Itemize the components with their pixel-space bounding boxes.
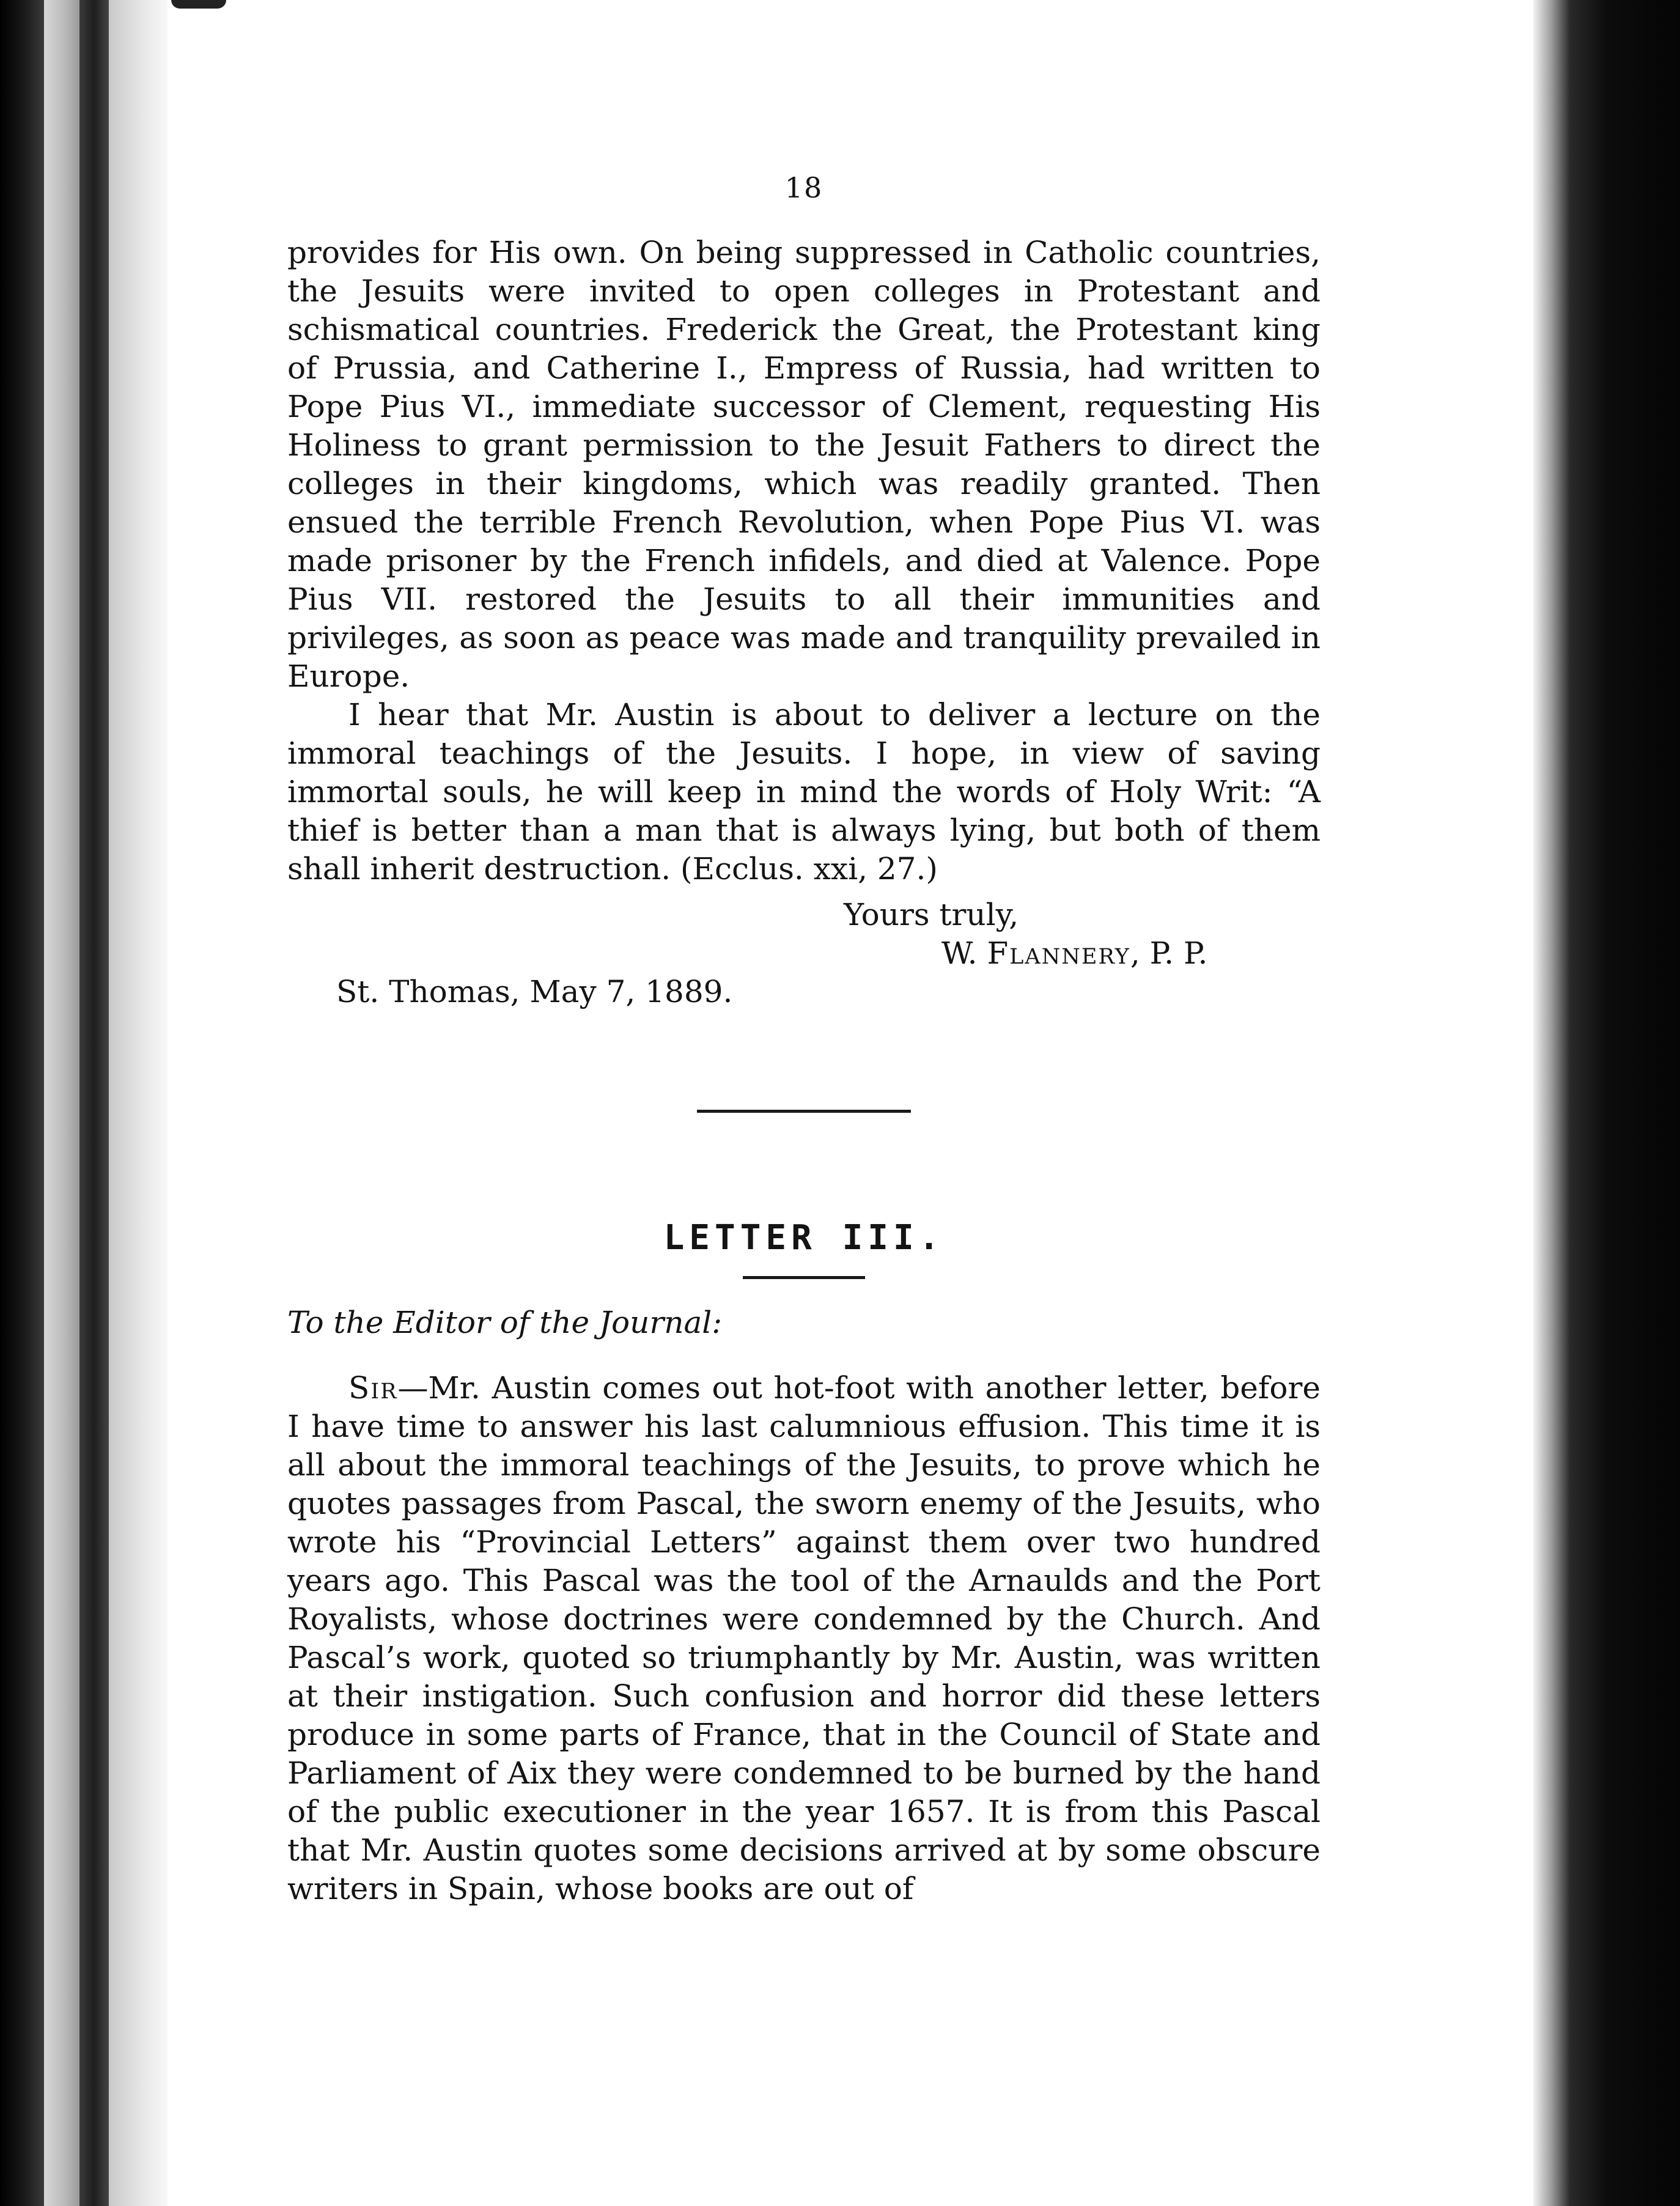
signature-initial: W. bbox=[941, 935, 978, 971]
letter-heading: LETTER III. bbox=[663, 1218, 945, 1258]
heading-underline bbox=[743, 1276, 865, 1279]
book-spine-light bbox=[44, 0, 79, 2206]
document-page bbox=[287, 171, 1321, 1908]
paragraph-3 bbox=[287, 1369, 1321, 1908]
scan-right-edge bbox=[1533, 0, 1680, 2206]
signature-name: Flannery bbox=[987, 935, 1130, 971]
book-gutter bbox=[109, 0, 168, 2206]
place-date: St. Thomas, May 7, 1889. bbox=[336, 974, 733, 1009]
letter-iii-body bbox=[287, 1369, 1321, 1908]
sir-word: Sir bbox=[348, 1370, 398, 1406]
signature bbox=[941, 934, 1207, 973]
closing-yours-truly: Yours truly, bbox=[844, 897, 1019, 932]
scan-left-edge bbox=[0, 0, 44, 2206]
salutation: To the Editor of the Journal: bbox=[287, 1305, 723, 1340]
paragraph-2: I hear that Mr. Austin is about to deliver a lecture on the immoral teachings of the Jesuits. I hope, in view of saving immortal souls, he will keep in mind the words of Holy Writ: “A thief is better than a man that is always lying, but both of them shall inherit destruction. (Ecclus. xxi, 27.) bbox=[287, 697, 1321, 887]
book-spine-dark bbox=[79, 0, 109, 2206]
paragraph-3-text: —Mr. Austin comes out hot-foot with another letter, before I have time to answer his last calumnious effusion. This time it is all about the immoral teachings of the Jesuits, to prove which he quotes passages from Pascal, the sworn enemy of the Jesuits, who wrote his “Provincial Letters” against them over two hundred years ago. This Pascal was the tool of the Arnaulds and the Port Royalists, whose doctrines were condemned by the Church. And Pascal’s work, quoted so triumphantly by Mr. Austin, was written at their instigation. Such confusion and horror did these letters produce in some parts of France, that in the Council of State and Parliament of Aix they were condemned to be burned by the hand of the public executioner in the year 1657. It is from this Pascal that Mr. Austin quotes some decisions arrived at by some obscure writers in Spain, whose books are out of bbox=[287, 1370, 1321, 1906]
scan-top-mark bbox=[171, 0, 226, 9]
letter-closing bbox=[287, 896, 1321, 1009]
section-divider bbox=[697, 1110, 911, 1113]
paragraph-1: provides for His own. On being suppressed in Catholic countries, the Jesuits were invited to open colleges in Protestant and schismatical countries. Frederick the Great, the Protestant king of Prussia, and Catherine I., Empress of Russia, had written to Pope Pius VI., immediate successor of Clement, requesting His Holiness to grant permission to the Jesuit Fathers to direct the colleges in their kingdoms, which was readily granted. Then ensued the terrible French Revolution, when Pope Pius VI. was made prisoner by the French infidels, and died at Valence. Pope Pius VII. restored the Jesuits to all their immunities and privileges, as soon as peace was made and tranquility prevailed in Europe. bbox=[287, 235, 1321, 694]
page-number: 18 bbox=[784, 171, 823, 204]
signature-title: , P. P. bbox=[1130, 935, 1208, 971]
letter-ii-ending bbox=[287, 234, 1321, 888]
